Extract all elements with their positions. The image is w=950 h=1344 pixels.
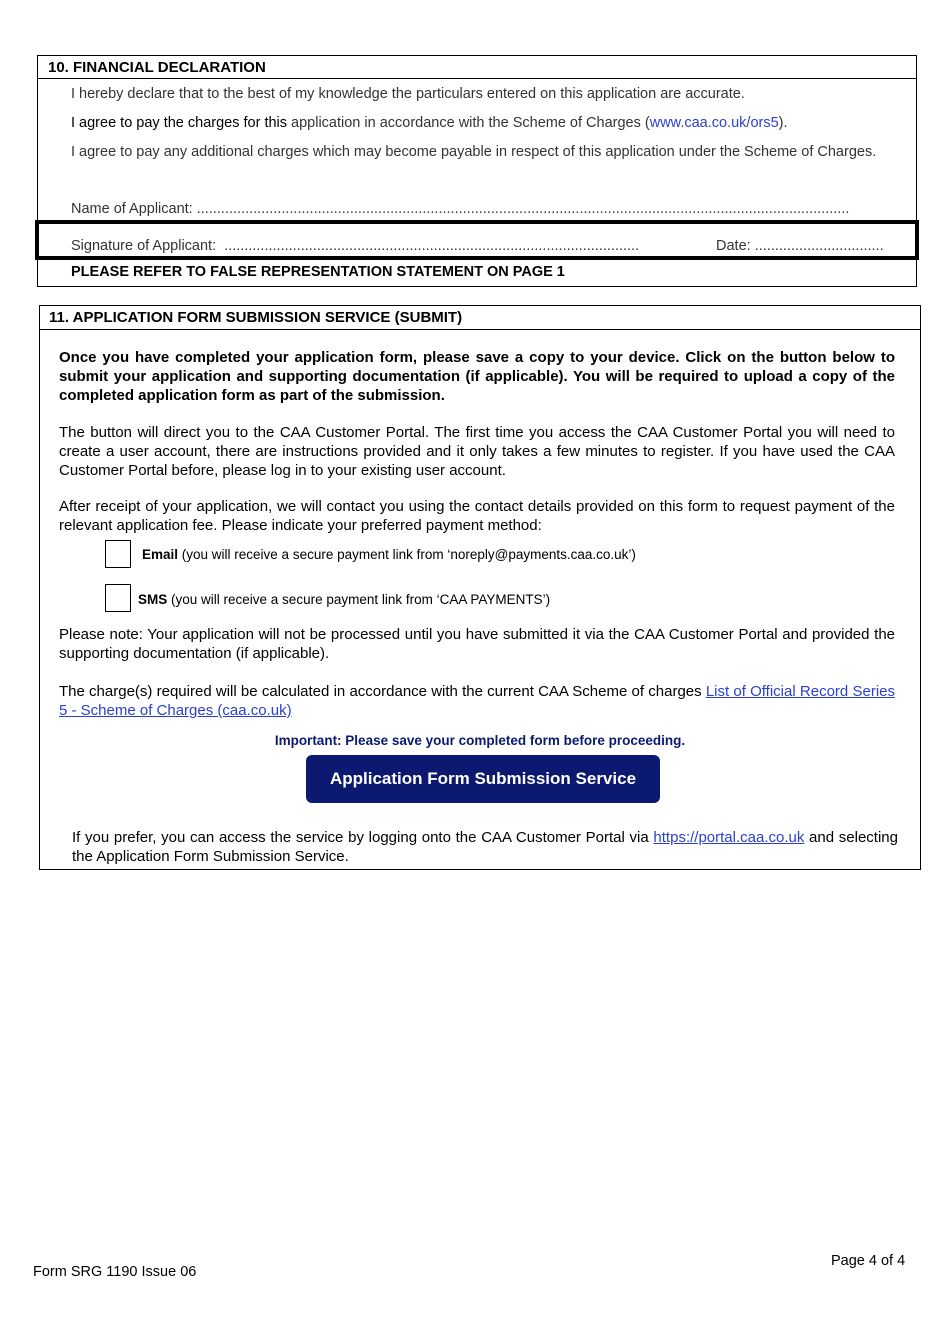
declaration-text: I hereby declare that to the best of my knowledge the particulars entered on this application are accurate. xyxy=(71,86,745,102)
portal-info-text: The button will direct you to the CAA Customer Portal. The first time you access the CAA Customer Portal you will need to create a user account, there are instructions provided and it only takes a few minutes to register. If you have used the CAA Customer Portal before, please log in to your existing user account. xyxy=(59,424,895,479)
sms-option xyxy=(138,592,550,607)
financial-declaration-section xyxy=(37,55,917,287)
email-checkbox[interactable] xyxy=(105,540,131,568)
application-form-submission-button[interactable]: Application Form Submission Service xyxy=(306,755,660,803)
scheme-of-charges-link[interactable]: www.caa.co.uk/ors5 xyxy=(649,115,779,131)
form-id: Form SRG 1190 Issue 06 xyxy=(33,1264,197,1280)
sms-desc: (you will receive a secure payment link from ‘CAA PAYMENTS’) xyxy=(167,592,551,607)
page-number: Page 4 of 4 xyxy=(831,1253,906,1269)
date-field[interactable] xyxy=(716,237,916,256)
prefer-portal-text xyxy=(72,828,898,866)
sms-checkbox[interactable] xyxy=(105,584,131,612)
agree-pay-mid: application in accordance with the Scheme of Charges ( xyxy=(287,115,650,131)
payment-intro-text: After receipt of your application, we will contact you using the contact details provided on this form to request payment of the relevant application fee. Please indicate your preferred payment method: xyxy=(59,498,895,534)
sms-label: SMS xyxy=(138,592,168,607)
note-text: Please note: Your application will not be processed until you have submitted it via the CAA Customer Portal and provided the supporting documentation (if applicable). xyxy=(59,626,895,662)
section-11-title: 11. APPLICATION FORM SUBMISSION SERVICE (SUBMIT) xyxy=(40,306,920,330)
charges-text xyxy=(59,682,895,720)
important-save-notice: Important: Please save your completed form before proceeding. xyxy=(274,733,686,748)
email-option xyxy=(142,547,636,562)
scheme-of-charges-list-link[interactable]: List of Official Record Series 5 - Scheme of Charges (caa.co.uk) xyxy=(59,683,895,719)
agree-pay-text xyxy=(71,114,891,133)
email-label: Email xyxy=(142,547,179,562)
charges-prefix: The charge(s) required will be calculated in accordance with the current CAA Scheme of charges xyxy=(59,683,706,700)
agree-pay-suffix: ). xyxy=(778,115,788,131)
agree-pay-prefix: I agree to pay the charges for this xyxy=(71,115,288,131)
additional-charges-text: I agree to pay any additional charges which may become payable in respect of this application under the Scheme of Charges. xyxy=(71,144,877,160)
name-of-applicant-field[interactable] xyxy=(71,200,906,219)
portal-link[interactable]: https://portal.caa.co.uk xyxy=(653,829,805,846)
intro-bold-text: Once you have completed your application form, please save a copy to your device. Click on the button below to submit your application and supporting documentation (if applicable). You will be required to upload a copy of the completed application form as part of the submission. xyxy=(59,349,895,404)
section-10-title: 10. FINANCIAL DECLARATION xyxy=(38,56,916,79)
date-label: Date: xyxy=(716,238,751,254)
name-label: Name of Applicant: xyxy=(71,201,193,217)
signature-label: Signature of Applicant: xyxy=(71,238,217,254)
email-desc: (you will receive a secure payment link from ‘noreply@payments.caa.co.uk’) xyxy=(178,547,636,562)
name-dots: .................................................................................................................................................................. xyxy=(196,201,850,217)
false-representation-notice: PLEASE REFER TO FALSE REPRESENTATION STATEMENT ON PAGE 1 xyxy=(71,264,565,280)
submission-service-section xyxy=(39,305,921,870)
signature-dots: ....................................................................................................... xyxy=(224,238,640,254)
date-dots: ................................ xyxy=(754,238,884,254)
prefer-suffix: and selecting the Application Form Submission Service. xyxy=(72,829,898,865)
prefer-prefix: If you prefer, you can access the service by logging onto the CAA Customer Portal via xyxy=(72,829,654,846)
